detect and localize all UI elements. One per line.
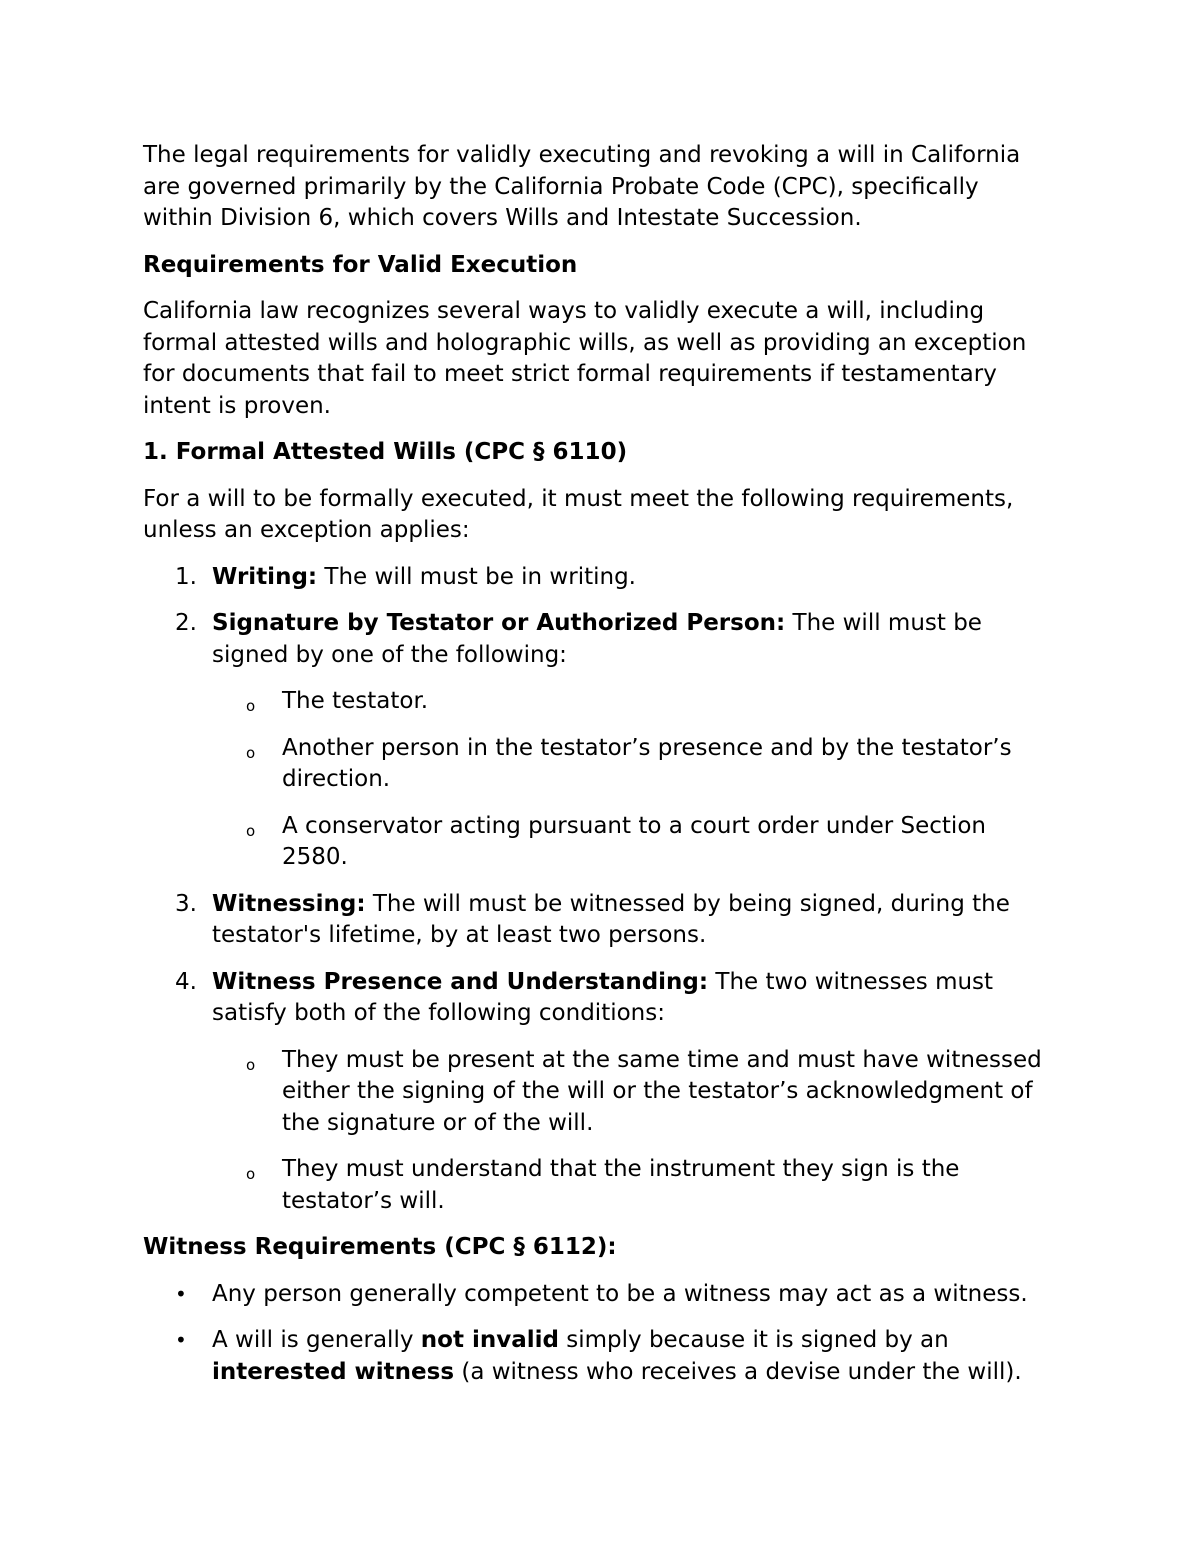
sub-list-item (212, 1154, 1050, 1217)
intro-paragraph: The legal requirements for validly executing and revoking a will in California are governed primarily by the California Probate Code (CPC), specifically within Division 6, which covers Wills and Intestate Succession. (143, 142, 1021, 231)
list-item (143, 608, 1050, 874)
section-heading-valid-execution: Requirements for Valid Execution (143, 251, 578, 278)
sub-list-item-text: The testator. (282, 688, 429, 714)
sub-list-item (212, 811, 1050, 874)
section-heading-witness-requirements: Witness Requirements (CPC § 6112): (143, 1234, 617, 1260)
list-item-text: The will must be in writing. (317, 563, 636, 590)
list-item (143, 1279, 1050, 1311)
list-number: 1. (175, 563, 197, 590)
bullet-icon: • (175, 1281, 187, 1306)
circle-bullet-icon: o (246, 1055, 256, 1074)
list-item-text: The will must be signed by one of the following: (212, 610, 982, 668)
formal-attested-wills-paragraph: For a will to be formally executed, it must meet the following requirements, unless an exception applies: (143, 485, 1014, 543)
sub-list-item-text: They must understand that the instrument they sign is the testator’s will. (282, 1156, 960, 1214)
list-item-text: Any person generally competent to be a witness may act as a witness. (212, 1280, 1028, 1307)
list-item-label: Writing: (212, 563, 318, 590)
sub-list (212, 686, 1050, 874)
bullet-icon: • (175, 1328, 187, 1352)
sub-list-item-text: A conservator acting pursuant to a court order under Section 2580. (282, 812, 986, 870)
requirements-numbered-list (143, 562, 1050, 1218)
list-item-text: A will is generally (212, 1327, 421, 1353)
sub-list-item-text: They must be present at the same time and must have witnessed either the signing of the will or the testator’s acknowledgment of the signature or of the will. (282, 1046, 1042, 1136)
list-item (143, 889, 1050, 952)
circle-bullet-icon: o (246, 697, 256, 715)
bold-phrase: not invalid (420, 1327, 559, 1353)
list-item (143, 967, 1050, 1218)
list-item-text: simply because it is signed by an (558, 1327, 949, 1353)
list-item-label: Witnessing: (212, 890, 366, 917)
sub-list-item-text: Another person in the testator’s presence and by the testator’s direction. (282, 734, 1012, 792)
list-item-text: The two witnesses must satisfy both of the following conditions: (212, 968, 994, 1026)
sub-list-item (212, 686, 1050, 718)
circle-bullet-icon: o (246, 821, 256, 840)
list-number: 2. (175, 610, 197, 636)
list-item-label: Signature by Testator or Authorized Person: (212, 610, 786, 636)
list-item-text: (a witness who receives a devise under the will). (454, 1358, 1022, 1385)
sub-list (212, 1045, 1050, 1218)
sub-list-item (212, 1045, 1050, 1140)
circle-bullet-icon: o (246, 1165, 256, 1183)
list-item-label: Witness Presence and Understanding: (212, 968, 709, 995)
section-heading-formal-attested-wills: 1. Formal Attested Wills (CPC § 6110) (143, 439, 628, 465)
list-item (143, 562, 1050, 594)
valid-execution-paragraph: California law recognizes several ways to validly execute a will, including formal attested wills and holographic wills, as well as providing an exception for documents that fail to meet strict formal requirements if testamentary intent is proven. (143, 298, 1027, 419)
witness-requirements-bullet-list (143, 1279, 1050, 1389)
list-item-text: The will must be witnessed by being signed, during the testator's lifetime, by at least two persons. (212, 890, 1010, 948)
sub-list-item (212, 733, 1050, 796)
circle-bullet-icon: o (246, 743, 256, 762)
list-number: 4. (175, 968, 197, 995)
list-item (143, 1325, 1050, 1388)
list-number: 3. (175, 890, 197, 917)
bold-phrase: interested witness (212, 1358, 455, 1385)
